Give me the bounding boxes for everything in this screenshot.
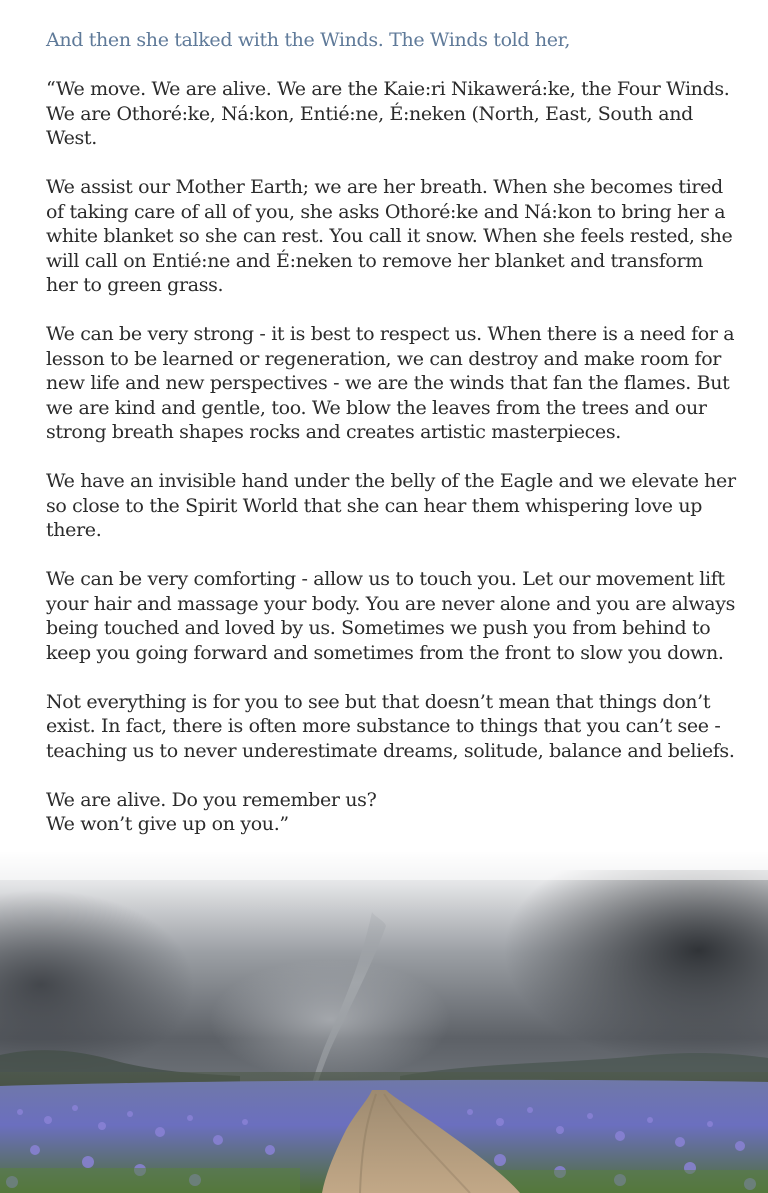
closing-line-2: We won’t give up on you.”: [46, 813, 289, 835]
paragraph-four-winds: “We move. We are alive. We are the Kaie:ri Nikawerá:ke, the Four Winds. We are Othoré:ke, Ná:kon, Entié:ne, É:neken (North, East, South and West.: [46, 78, 730, 149]
closing-lines: [46, 788, 736, 837]
paragraph-mother-earth: We assist our Mother Earth; we are her breath. When she becomes tired of taking care of all of you, she asks Othoré:ke and Ná:kon to bring her a white blanket so she can rest. You call it snow. When she feels rested, she will call on Entié:ne and É:neken to remove her blanket and transform her to green grass.: [46, 176, 733, 296]
paragraph-unseen: Not everything is for you to see but that doesn’t mean that things don’t exist. In fact, there is often more substance to things that you can’t see - teaching us to never underestimate dreams, solitude, balance and beliefs.: [46, 690, 735, 762]
story-text: [46, 28, 736, 837]
intro-line: And then she talked with the Winds. The Winds told her,: [46, 29, 571, 51]
paragraph-comfort: We can be very comforting - allow us to touch you. Let our movement lift your hair and massage your body. You are never alone and you are always being touched and loved by us. Sometimes we push you from behind to keep you going forward and sometimes from the front to slow you down.: [46, 568, 736, 664]
paragraph-strength: We can be very strong - it is best to respect us. When there is a need for a lesson to be learned or regeneration, we can destroy and make room for new life and new perspectives - we are the winds that fan the flames. But we are kind and gentle, too. We blow the leaves from the trees and our strong breath shapes rocks and creates artistic masterpieces.: [46, 323, 735, 443]
closing-line-1: We are alive. Do you remember us?: [46, 788, 377, 811]
paragraph-eagle: We have an invisible hand under the belly of the Eagle and we elevate her so close to the Spirit World that she can hear them whispering love up there.: [46, 470, 736, 541]
tornado-landscape-image: [0, 850, 768, 1193]
